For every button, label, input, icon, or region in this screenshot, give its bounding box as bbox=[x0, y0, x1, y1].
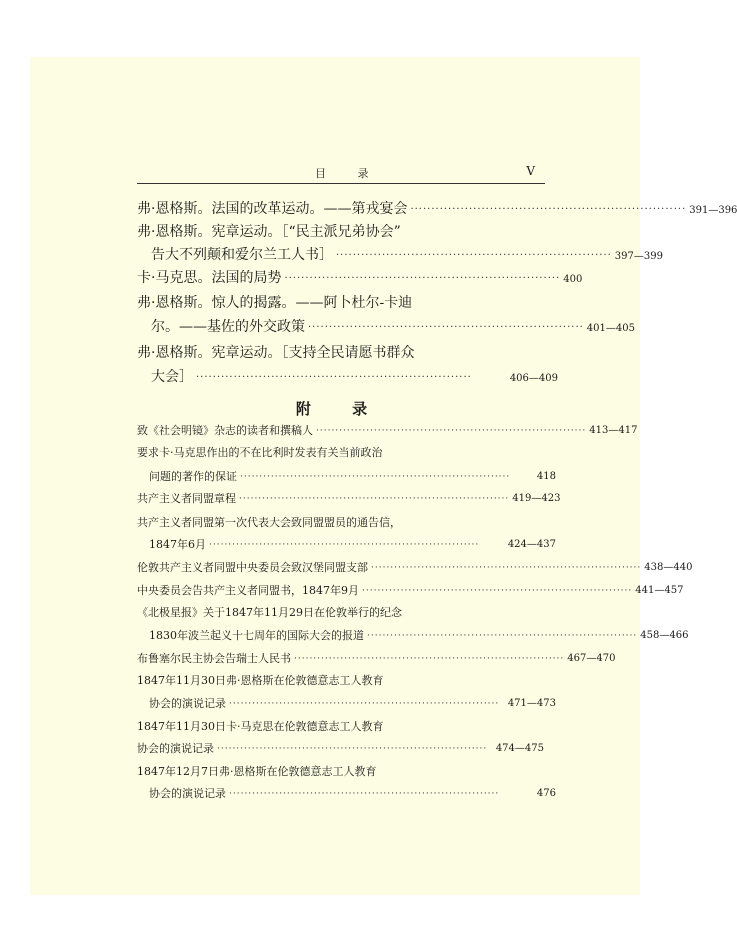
toc-entry-line bbox=[137, 514, 544, 530]
entry-text: 弗·恩格斯。惊人的揭露。——阿卜杜尔-卡迪 bbox=[137, 295, 413, 311]
toc-entry-line bbox=[137, 718, 544, 734]
entry-text: 1847年11月30日卡·马克思在伦敦德意志工人教育 bbox=[137, 720, 384, 733]
entry-text: 1847年11月30日弗·恩格斯在伦敦德意志工人教育 bbox=[137, 674, 384, 687]
entry-pages: 413—417 bbox=[589, 425, 638, 436]
entry-pages: 476 bbox=[536, 788, 556, 799]
toc-entry-line bbox=[137, 342, 544, 362]
dot-leader: ······································································ bbox=[240, 472, 511, 482]
toc-entry-line bbox=[137, 221, 544, 241]
entry-text: 协会的演说记录 bbox=[149, 787, 226, 800]
page-header bbox=[137, 163, 545, 184]
entry-pages: 401—405 bbox=[586, 323, 635, 334]
header-page-number: V bbox=[526, 164, 535, 178]
toc-entry[interactable] bbox=[137, 198, 737, 218]
entry-pages: 419—423 bbox=[512, 493, 561, 504]
entry-pages: 397—399 bbox=[614, 251, 663, 262]
toc-entry[interactable] bbox=[137, 490, 561, 506]
dot-leader: ·································································· bbox=[196, 372, 472, 383]
entry-pages: 424—437 bbox=[507, 539, 556, 550]
toc-entry[interactable] bbox=[137, 559, 693, 575]
toc-entry[interactable] bbox=[137, 316, 635, 336]
dot-leader: ······································································ bbox=[209, 540, 480, 550]
entry-text: 致《社会明镜》杂志的读者和撰稿人 bbox=[137, 424, 313, 437]
entry-pages: 391—396 bbox=[689, 205, 737, 216]
toc-entry[interactable] bbox=[137, 740, 544, 756]
dot-leader: ······································································ bbox=[229, 699, 500, 709]
entry-text: 弗·恩格斯。宪章运动。［“民主派兄弟协会” bbox=[137, 224, 401, 240]
toc-entry[interactable] bbox=[137, 422, 638, 438]
entry-text: 要求卡·马克思作出的不在比利时发表有关当前政治 bbox=[137, 446, 383, 459]
entry-text: 伦敦共产主义者同盟中央委员会致汉堡同盟支部 bbox=[137, 561, 368, 574]
toc-entry[interactable] bbox=[137, 468, 556, 484]
dot-leader: ·································································· bbox=[284, 273, 561, 284]
entry-text: 1847年12月7日弗·恩格斯在伦敦德意志工人教育 bbox=[137, 765, 377, 778]
entry-text: 1847年6月 bbox=[149, 538, 206, 551]
dot-leader: ······································································ bbox=[229, 789, 500, 799]
entry-text: 1830年波兰起义十七周年的国际大会的报道 bbox=[149, 629, 364, 642]
entry-pages: 418 bbox=[536, 471, 556, 482]
header-title: 目 录 bbox=[315, 167, 383, 180]
entry-pages: 406—409 bbox=[509, 373, 558, 384]
entry-text: 协会的演说记录 bbox=[137, 742, 214, 755]
toc-entry[interactable] bbox=[137, 366, 558, 386]
toc-entry-line bbox=[137, 444, 544, 460]
dot-leader: ·································································· bbox=[308, 322, 584, 333]
entry-text: 协会的演说记录 bbox=[149, 697, 226, 710]
dot-leader: ······································································ bbox=[294, 654, 565, 664]
toc-entry[interactable] bbox=[137, 695, 556, 711]
dot-leader: ·································································· bbox=[336, 250, 612, 261]
entry-text: 弗·恩格斯。法国的改革运动。——第戎宴会 bbox=[137, 201, 408, 217]
toc-entry-line bbox=[137, 604, 544, 620]
entry-text: 告大不列颠和爱尔兰工人书］ bbox=[151, 247, 333, 263]
entry-text: 共产主义者同盟章程 bbox=[137, 492, 236, 505]
toc-entry-line bbox=[137, 292, 544, 312]
entry-text: 《北极星报》关于1847年11月29日在伦敦举行的纪念 bbox=[137, 606, 402, 619]
toc-entry-line bbox=[137, 672, 544, 688]
entry-text: 中央委员会告共产主义者同盟书，1847年9月 bbox=[137, 584, 359, 597]
entry-pages: 441—457 bbox=[635, 585, 684, 596]
entry-text: 弗·恩格斯。宪章运动。［支持全民请愿书群众 bbox=[137, 345, 415, 361]
dot-leader: ······································································ bbox=[217, 744, 488, 754]
entry-pages: 438—440 bbox=[644, 562, 693, 573]
dot-leader: ······································································ bbox=[371, 563, 642, 573]
entry-text: 尔。——基佐的外交政策 bbox=[151, 319, 305, 335]
entry-text: 布鲁塞尔民主协会告瑞士人民书 bbox=[137, 652, 291, 665]
entry-text: 大会］ bbox=[151, 369, 193, 385]
toc-entry[interactable] bbox=[137, 650, 616, 666]
entry-pages: 471—473 bbox=[507, 698, 556, 709]
toc-entry[interactable] bbox=[137, 785, 556, 801]
section-title: 附 录 bbox=[295, 400, 386, 418]
entry-text: 共产主义者同盟第一次代表大会致同盟盟员的通告信， bbox=[137, 516, 401, 529]
dot-leader: ·································································· bbox=[410, 204, 687, 215]
toc-entry[interactable] bbox=[137, 582, 684, 598]
toc-entry-line bbox=[137, 763, 544, 779]
dot-leader: ······································································ bbox=[316, 426, 587, 436]
entry-text: 问题的著作的保证 bbox=[149, 470, 237, 483]
toc-entry[interactable] bbox=[137, 536, 556, 552]
entry-text: 卡·马克思。法国的局势 bbox=[137, 270, 282, 286]
toc-entry[interactable] bbox=[137, 244, 663, 264]
entry-pages: 467—470 bbox=[567, 653, 616, 664]
entry-pages: 474—475 bbox=[495, 743, 544, 754]
entry-pages: 458—466 bbox=[640, 630, 689, 641]
dot-leader: ······································································ bbox=[367, 631, 638, 641]
dot-leader: ······································································ bbox=[239, 494, 510, 504]
toc-entry[interactable] bbox=[137, 267, 583, 287]
entry-pages: 400 bbox=[563, 274, 583, 285]
dot-leader: ······································································ bbox=[362, 586, 633, 596]
toc-entry[interactable] bbox=[137, 627, 689, 643]
